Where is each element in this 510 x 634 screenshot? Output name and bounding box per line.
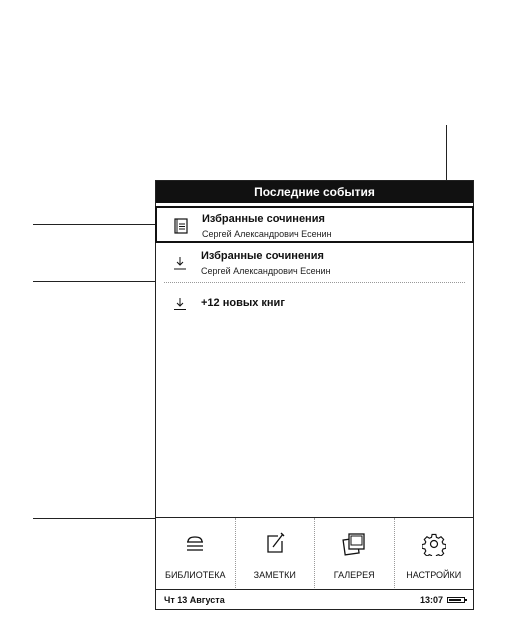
- notes-icon: [264, 532, 286, 554]
- event-subtitle: Сергей Александрович Есенин: [201, 266, 331, 276]
- new-books-item[interactable]: [156, 293, 473, 315]
- tab-label: ЗАМЕТКИ: [253, 570, 296, 580]
- tab-gallery[interactable]: [315, 518, 395, 590]
- callout-line-selected: [33, 224, 165, 225]
- download-icon: [173, 255, 187, 271]
- status-time: 13:07: [419, 595, 443, 605]
- status-date: Чт 13 Августа: [164, 595, 225, 605]
- event-item[interactable]: [156, 245, 473, 282]
- event-subtitle: Сергей Александрович Есенин: [202, 229, 332, 239]
- device-screen: [155, 180, 474, 610]
- callout-line-divider: [33, 281, 162, 282]
- download-icon: [173, 297, 187, 311]
- list-divider: [164, 282, 465, 283]
- callout-line-header: [446, 125, 447, 180]
- battery-icon: [447, 597, 465, 603]
- gear-icon: [422, 532, 446, 556]
- book-icon: [174, 218, 188, 234]
- battery-level: [449, 599, 461, 601]
- callout-line-tabbar: [33, 518, 155, 519]
- battery-nub: [465, 599, 467, 601]
- tab-label: ГАЛЕРЕЯ: [333, 570, 375, 580]
- event-title: Избранные сочинения: [201, 250, 324, 262]
- new-books-label: +12 новых книг: [201, 297, 285, 309]
- status-bar: [156, 589, 473, 610]
- bottom-tab-bar: [156, 517, 473, 590]
- event-item[interactable]: [155, 206, 474, 243]
- tab-settings[interactable]: [395, 518, 474, 590]
- panel-header: Последние события: [156, 181, 473, 203]
- gallery-icon: [342, 532, 366, 556]
- tab-label: БИБЛИОТЕКА: [165, 570, 226, 580]
- tab-notes[interactable]: [236, 518, 316, 590]
- tab-library[interactable]: [156, 518, 236, 590]
- event-title: Избранные сочинения: [202, 213, 325, 225]
- library-icon: [184, 532, 206, 554]
- tab-label: НАСТРОЙКИ: [406, 570, 462, 580]
